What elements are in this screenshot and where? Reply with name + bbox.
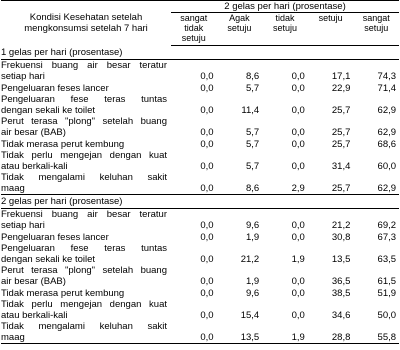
- value-cell: 11,4: [241, 105, 260, 116]
- value-cell: 13,5: [217, 321, 263, 344]
- column-header-line: tidak: [275, 13, 295, 23]
- row-label-line: air besar (BAB): [1, 276, 66, 287]
- value-cell: 51,9: [377, 288, 397, 299]
- row-label: [1, 265, 171, 287]
- row-label: [1, 231, 171, 243]
- value-cell: 0,0: [291, 71, 305, 82]
- value-cell: 50,0: [377, 310, 397, 321]
- value-cell: 0,0: [291, 139, 305, 150]
- value-cell: 0,0: [291, 232, 305, 243]
- value-cell: 0,0: [200, 161, 214, 172]
- value-cell: 71,4: [377, 83, 397, 94]
- row-label-line: maag: [1, 332, 25, 343]
- value-cell: 25,7: [331, 127, 351, 138]
- table-row: [1, 172, 399, 195]
- column-header-line: sangat: [180, 13, 208, 23]
- value-cell: 63,5: [377, 254, 397, 265]
- value-cell: 0,0: [291, 288, 305, 299]
- table-row: [1, 299, 399, 321]
- row-label-line: Tidak mengalami keluhan sakit: [1, 172, 167, 183]
- value-cell: 0,0: [291, 276, 305, 287]
- row-label: [1, 150, 171, 172]
- value-cell: 0,0: [291, 310, 305, 321]
- value-cell: 0,0: [200, 139, 214, 150]
- row-label-line: Tidak perlu mengejan dengan kuat: [1, 299, 167, 310]
- value-cell: 1,9: [245, 232, 260, 243]
- value-cell: 0,0: [200, 276, 214, 287]
- value-cell: 0,0: [291, 127, 305, 138]
- row-label-line: atau berkali-kali: [1, 310, 68, 321]
- row-label-line: dengan sekali ke toilet: [1, 105, 96, 116]
- table-row: [1, 138, 399, 150]
- column-header-line: setuju: [272, 23, 297, 33]
- table-row: [1, 60, 399, 83]
- value-cell: 0,0: [200, 288, 214, 299]
- value-cell: 22,9: [331, 83, 351, 94]
- value-cell: 17,1: [331, 71, 351, 82]
- value-cell: 31,4: [331, 161, 351, 172]
- value-cell: 62,9: [377, 127, 397, 138]
- value-cell: 69,2: [377, 220, 397, 231]
- value-cell: 34,6: [331, 310, 351, 321]
- value-cell: 9,6: [245, 288, 260, 299]
- value-cell: 25,7: [331, 183, 351, 194]
- row-label: [1, 94, 171, 116]
- value-cell: 68,6: [377, 139, 397, 150]
- row-label-line: Pengeluaran feses lancer: [1, 232, 109, 243]
- table-row: [1, 209, 399, 232]
- value-cell: 25,7: [331, 105, 351, 116]
- column-header-line: setuju: [318, 13, 343, 23]
- value-cell: 0,0: [200, 71, 214, 82]
- value-cell: 25,7: [331, 139, 351, 150]
- value-cell: 60,0: [377, 161, 397, 172]
- column-header-line: tidak: [184, 23, 204, 33]
- value-cell: 5,7: [245, 83, 260, 94]
- row-label: [1, 299, 171, 321]
- table-row: [1, 150, 399, 172]
- value-cell: 8,6: [245, 71, 260, 82]
- value-cell: 2,9: [291, 183, 305, 194]
- row-label-line: Frekuensi buang air besar teratur: [1, 209, 167, 220]
- row-label-line: Perut terasa "plong" setelah buang: [1, 265, 167, 276]
- value-cell: 36,5: [331, 276, 351, 287]
- value-cell: 0,0: [291, 161, 305, 172]
- row-label-header: Kondisi Kesehatan setelah mengkonsumsi setelah 7 hari: [1, 1, 171, 46]
- column-header: [353, 13, 399, 46]
- table-row: [1, 94, 399, 116]
- row-label-line: Tidak merasa perut kembung: [1, 288, 125, 299]
- row-label: [1, 287, 171, 299]
- column-header-line: setuju: [227, 23, 252, 33]
- value-cell: 67,3: [377, 232, 397, 243]
- value-cell: 8,6: [245, 183, 260, 194]
- row-label: [1, 172, 171, 195]
- value-cell: 5,7: [245, 161, 260, 172]
- row-label: [1, 60, 171, 83]
- row-label-line: setiap hari: [1, 220, 45, 231]
- row-label-line: Tidak perlu mengejan dengan kuat: [1, 150, 167, 161]
- value-cell: 0,0: [200, 183, 214, 194]
- row-label: [1, 209, 171, 232]
- value-cell: 1,9: [262, 321, 308, 344]
- value-cell: 74,3: [377, 71, 397, 82]
- column-header-line: sangat: [362, 13, 390, 23]
- section-title: 1 gelas per hari (prosentase): [1, 46, 399, 60]
- column-header: [262, 13, 308, 46]
- table-row: [1, 116, 399, 138]
- value-cell: 5,7: [245, 139, 260, 150]
- column-header-line: setuju: [181, 33, 206, 43]
- row-label: [1, 82, 171, 94]
- column-header: [217, 13, 263, 46]
- value-cell: 28,8: [308, 321, 354, 344]
- value-cell: 0,0: [291, 105, 305, 116]
- value-cell: 0,0: [200, 83, 214, 94]
- row-label-line: air besar (BAB): [1, 127, 66, 138]
- value-cell: 0,0: [291, 83, 305, 94]
- value-cell: 0,0: [200, 254, 214, 265]
- value-cell: 62,9: [377, 183, 397, 194]
- results-table: [1, 0, 399, 344]
- value-cell: 15,4: [240, 310, 260, 321]
- value-cell: 5,7: [245, 127, 260, 138]
- row-label-line: maag: [1, 183, 25, 194]
- value-cell: 62,9: [377, 105, 397, 116]
- column-header: [171, 13, 217, 46]
- row-label-line: atau berkali-kali: [1, 161, 68, 172]
- value-cell: 1,9: [245, 276, 260, 287]
- column-header: [308, 13, 354, 46]
- row-label-line: Pengeluaran fese teras tuntas: [1, 243, 167, 254]
- value-cell: 61,5: [377, 276, 397, 287]
- value-cell: 0,0: [291, 220, 305, 231]
- value-cell: 21,2: [240, 254, 260, 265]
- value-cell: 1,9: [291, 254, 305, 265]
- value-cell: 0,0: [200, 127, 214, 138]
- value-cell: 9,6: [245, 220, 260, 231]
- row-label-line: setiap hari: [1, 71, 45, 82]
- row-label: [1, 321, 171, 344]
- value-cell: 30,8: [331, 232, 351, 243]
- column-header-line: Agak: [229, 13, 250, 23]
- table-row: [1, 287, 399, 299]
- value-cell: 0,0: [200, 310, 214, 321]
- row-label: [1, 243, 171, 265]
- row-label: [1, 138, 171, 150]
- value-cell: 55,8: [353, 321, 399, 344]
- value-cell: 0,0: [200, 220, 214, 231]
- value-cell: 0,0: [200, 232, 214, 243]
- row-label-line: Frekuensi buang air besar teratur: [1, 60, 167, 71]
- value-cell: 38,5: [331, 288, 351, 299]
- table-row: [1, 321, 399, 344]
- group-header: 2 gelas per hari (prosentase): [171, 1, 399, 13]
- value-cell: 13,5: [331, 254, 351, 265]
- table-row: [1, 243, 399, 265]
- value-cell: 0,0: [200, 105, 214, 116]
- row-label: [1, 116, 171, 138]
- table-row: [1, 231, 399, 243]
- row-label-line: Perut terasa "plong" setelah buang: [1, 116, 167, 127]
- table-row: [1, 82, 399, 94]
- row-label-line: Pengeluaran fese teras tuntas: [1, 94, 167, 105]
- table-row: [1, 265, 399, 287]
- row-label-line: Tidak mengalami keluhan sakit: [1, 321, 167, 332]
- value-cell: 21,2: [331, 220, 351, 231]
- value-cell: 0,0: [171, 321, 217, 344]
- row-label-line: dengan sekali ke toilet: [1, 254, 96, 265]
- section-title: 2 gelas per hari (prosentase): [1, 195, 399, 209]
- row-label-line: Tidak merasa perut kembung: [1, 139, 125, 150]
- row-label-line: Pengeluaran feses lancer: [1, 83, 109, 94]
- column-header-line: setuju: [364, 23, 389, 33]
